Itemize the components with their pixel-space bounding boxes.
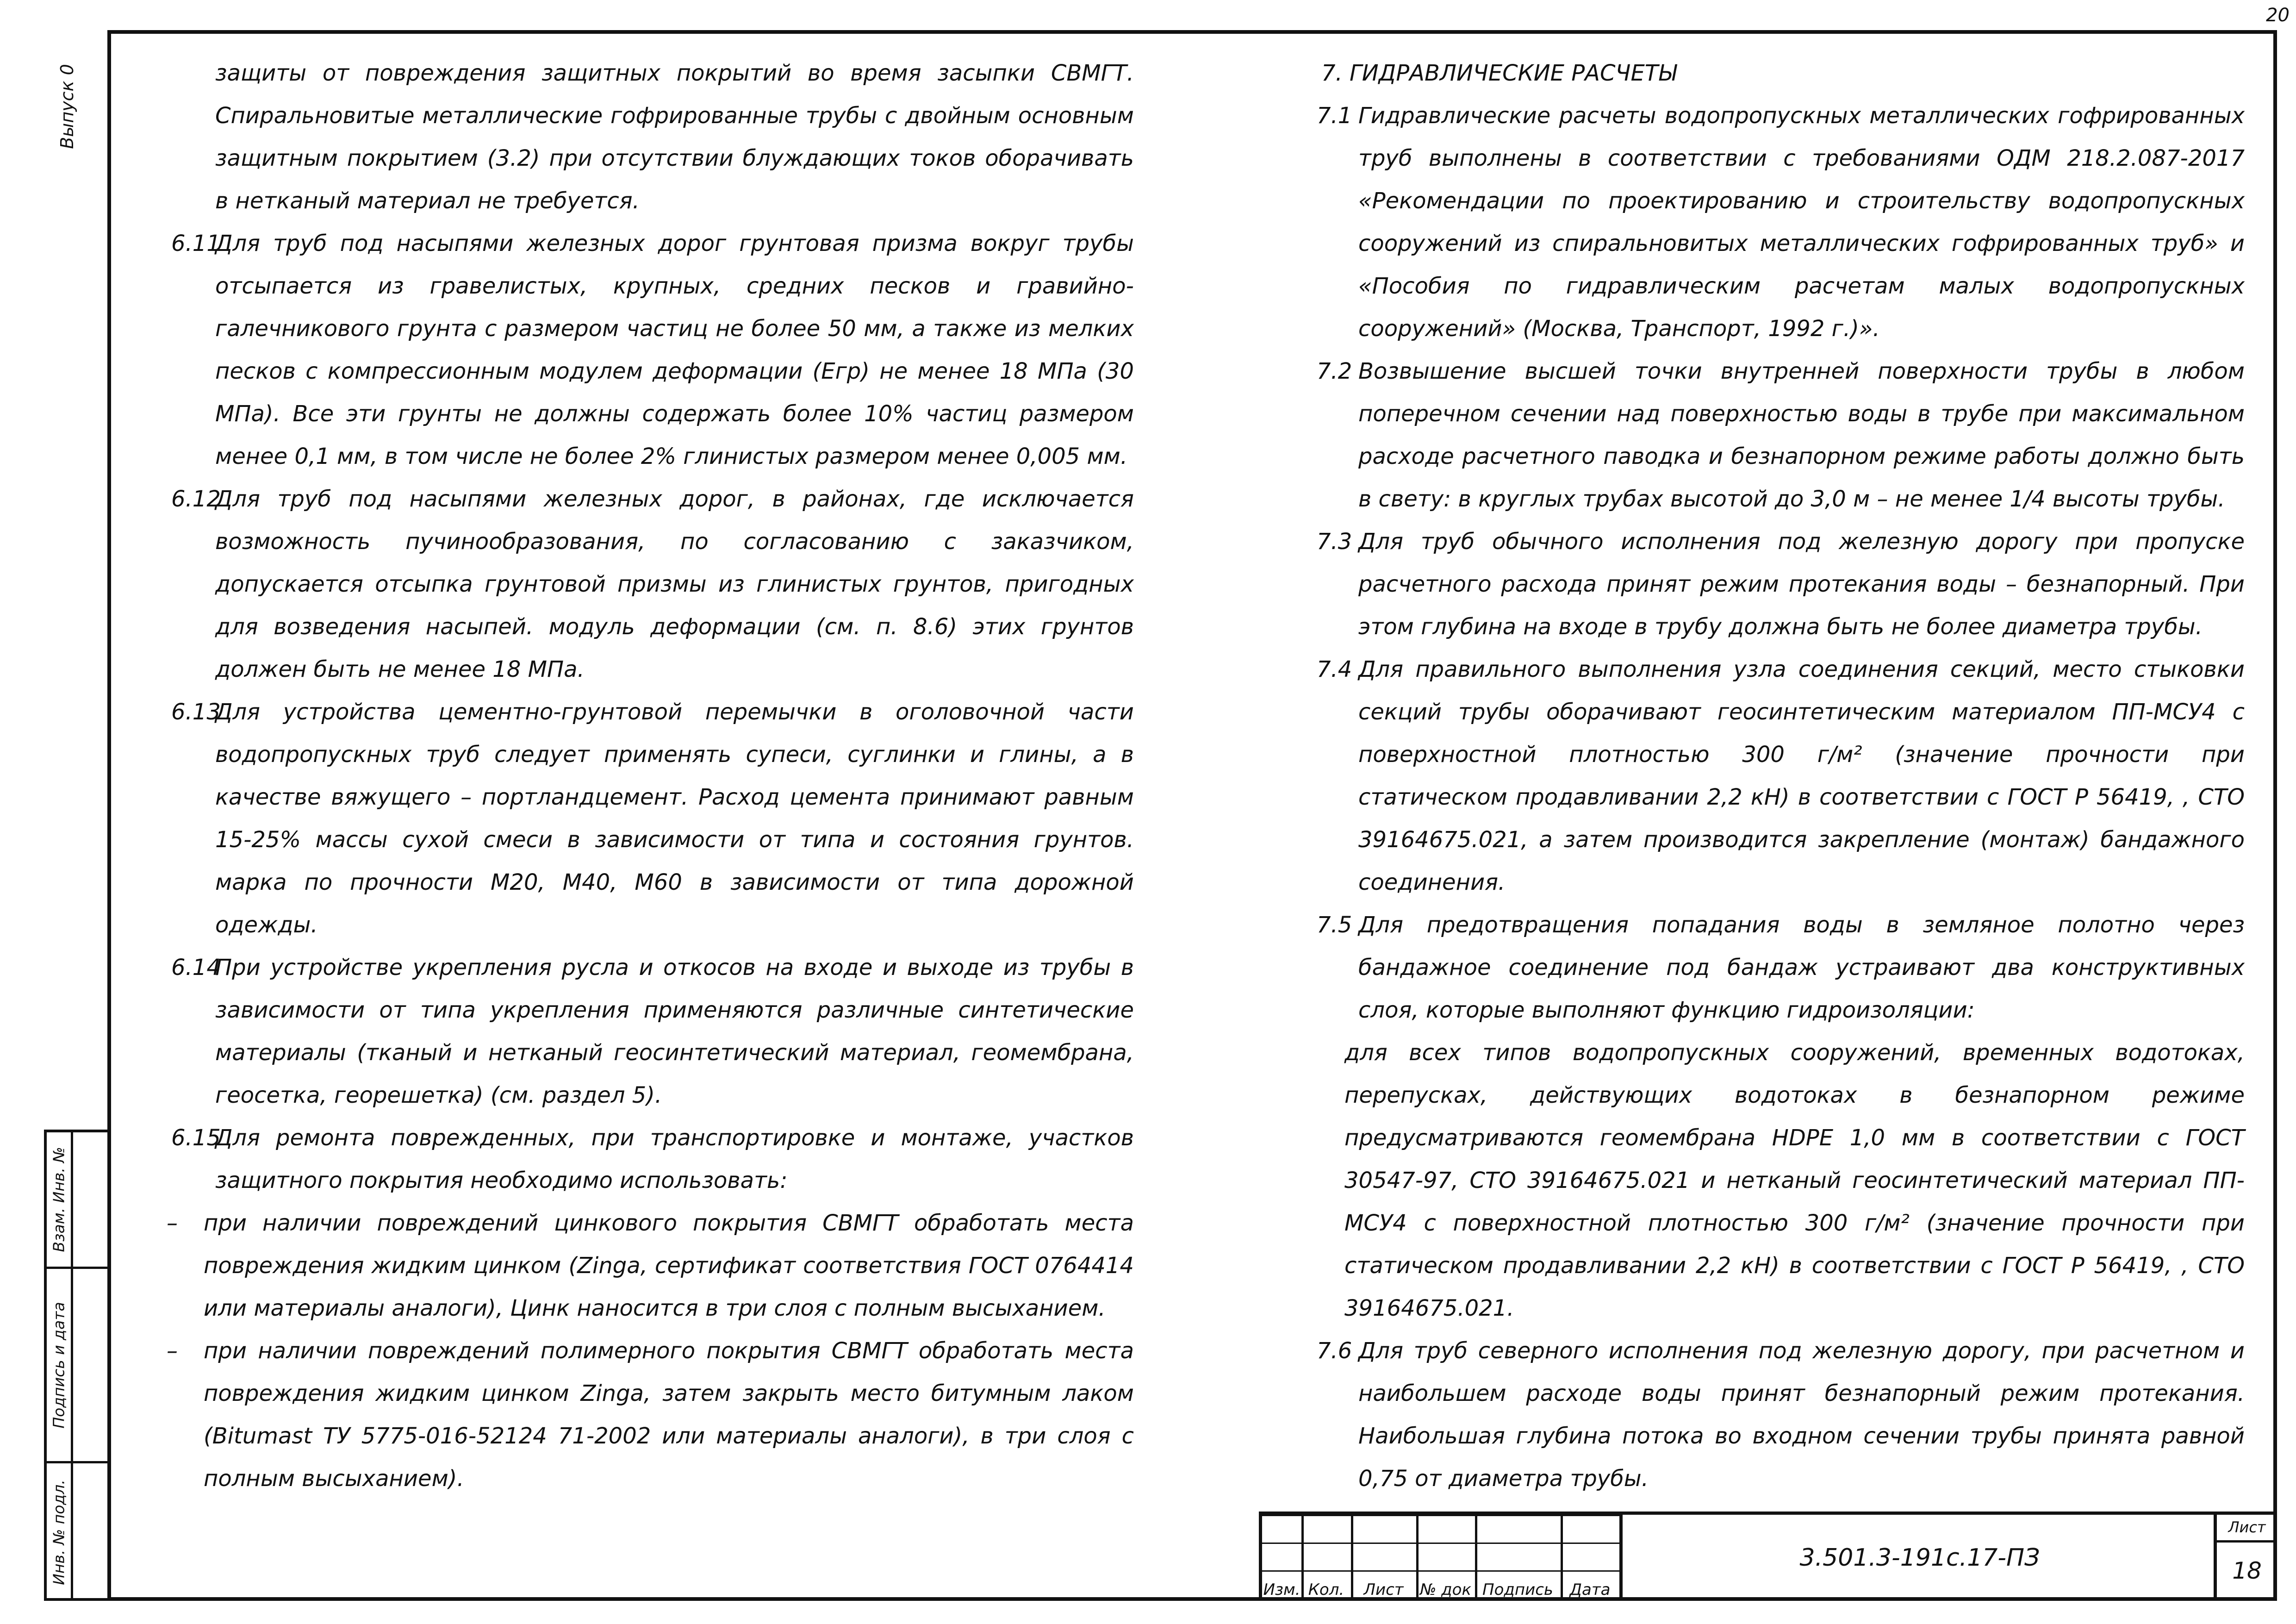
clause-number: 7.6 <box>1317 1338 1352 1364</box>
clause-number: 6.11 <box>171 231 221 256</box>
stamp-ndok: № док <box>1419 1580 1471 1599</box>
vypusk-label <box>51 46 83 167</box>
section-title: 7. ГИДРАВЛИЧЕСКИЕ РАСЧЕТЫ <box>1321 60 1677 86</box>
clause-6-13 <box>171 691 1134 946</box>
clause-text: Гидравлические расчеты водопропускных металлических гофрированных труб выполнены в соответствии с требованиями ОДМ 218.2.087-2017 «Рекомендации по проектированию и строительству водопропускных сооружений из спиральновитых металлических гофрированных труб» и «Пособия по гидравлическим расчетам малых водопропускных сооружений» (Москва, Транспорт, 1992 г.)». <box>1358 103 2245 342</box>
clause-7-2 <box>1317 350 2245 520</box>
clause-number: 6.14 <box>171 955 221 981</box>
vzam-inv-label: Взам. Инв. № <box>50 1147 68 1252</box>
clause-number: 7.4 <box>1317 656 1352 682</box>
clause-text: Для устройства цементно-грунтовой перемычки в оголовочной части водопропускных труб следует применять супеси, суглинки и глины, а в качестве вяжущего – портландцемент. Расход цемента принимают равным 15-25% массы сухой смеси в зависимости от типа и состояния грунтов. марка по прочности М20, М40, М60 в зависимости от типа дорожной одежды. <box>215 699 1134 938</box>
title-block-stamp <box>1259 1512 2277 1601</box>
clause-number: 6.15 <box>171 1125 221 1151</box>
stamp-podpis: Подпись <box>1482 1580 1553 1599</box>
inv-podl-cell <box>47 1463 107 1601</box>
podpis-data-label: Подпись и дата <box>50 1301 68 1429</box>
stamp-list: Лист <box>1363 1580 1404 1599</box>
clause-text: При устройстве укрепления русла и откосов на входе и выходе из трубы в зависимости от типа укрепления применяются различные синтетические материалы (тканый и нетканый геосинтетический материал, геомембрана, геосетка, георешетка) (см. раздел 5). <box>215 955 1134 1108</box>
clause-6-14 <box>171 946 1134 1117</box>
clause-text: Для ремонта поврежденных, при транспортировке и монтаже, участков защитного покрытия необходимо использовать: <box>215 1125 1134 1193</box>
left-approval-strip <box>44 1130 107 1601</box>
bullet-dash: – <box>167 1338 178 1364</box>
clause-number: 7.2 <box>1317 358 1352 384</box>
clause-7-4 <box>1317 648 2245 904</box>
clause-text: Для правильного выполнения узла соединения секций, место стыковки секций трубы оборачивают геосинтетическим материалом ПП-МСУ4 с поверхностной плотностью 300 г/м² (значение прочности при статическом продавливании 2,2 кН) в соответствии с ГОСТ Р 56419, , СТО 39164675.021, а затем производится закрепление (монтаж) бандажного соединения. <box>1358 656 2245 895</box>
left-text-column <box>167 52 1134 1500</box>
clause-number: 6.13 <box>171 699 221 725</box>
bullet-text: при наличии повреждений цинкового покрытия СВМГТ обработать места повреждения жидким цинком (Zinga, сертификат соответствия ГОСТ 0764414 или материалы аналоги), Цинк наносится в три слоя с полным высыханием. <box>204 1210 1134 1321</box>
right-text-column <box>1317 94 2245 1500</box>
clause-7-5 <box>1317 904 2245 1031</box>
clause-text: Для труб обычного исполнения под железную дорогу при пропуске расчетного расхода принят режим протекания воды – безнапорный. При этом глубина на входе в трубу должна быть не более диаметра трубы. <box>1358 529 2245 640</box>
paragraph-intro: защиты от повреждения защитных покрытий во время засыпки СВМГТ. Спиральновитые металлические гофрированные трубы с двойным основным защитным покрытием (3.2) при отсутствии блуждающих токов оборачивать в нетканый материал не требуется. <box>215 60 1134 214</box>
sheet-box <box>2214 1515 2277 1601</box>
clause-number: 7.3 <box>1317 529 1352 555</box>
clause-number: 7.1 <box>1317 103 1352 129</box>
clause-text: Для предотвращения попадания воды в земляное полотно через бандажное соединение под бандаж устраивают два конструктивных слоя, которые выполняют функцию гидроизоляции: <box>1358 912 2245 1023</box>
podpis-data-cell <box>47 1269 107 1463</box>
stamp-kol: Кол. <box>1308 1580 1344 1599</box>
clause-text: Для труб северного исполнения под железную дорогу, при расчетном и наибольшем расходе воды принят безнапорный режим протекания. Наибольшая глубина потока во входном сечении трубы принята равной 0,75 от диаметра трубы. <box>1358 1338 2245 1492</box>
vypusk-text: Выпуск 0 <box>57 64 77 149</box>
clause-6-11 <box>171 222 1134 478</box>
stamp-izm: Изм. <box>1263 1580 1300 1599</box>
clause-text: Для труб под насыпями железных дорог, в районах, где исключается возможность пучинообразования, по согласованию с заказчиком, допускается отсыпка грунтовой призмы из глинистых грунтов, пригодных для возведения насыпей. модуль деформации (см. п. 8.6) этих грунтов должен быть не менее 18 МПа. <box>215 486 1134 682</box>
clause-text: Возвышение высшей точки внутренней поверхности трубы в любом поперечном сечении над поверхностью воды в трубе при максимальном расходе расчетного паводка и безнапорном режиме работы должно быть в свету: в круглых трубах высотой до 3,0 м – не менее 1/4 высоты трубы. <box>1358 358 2245 512</box>
stamp-data: Дата <box>1569 1580 1611 1599</box>
bullet-zinc <box>167 1202 1134 1330</box>
paragraph-hydroisolation: для всех типов водопропускных сооружений, временных водотоках, перепусках, действующих водотоках в безнапорном режиме предусматриваются геомембрана HDPE 1,0 мм в соответствии с ГОСТ 30547-97, СТО 39164675.021 и нетканый геосинтетический материал ПП-МСУ4 с поверхностной плотностью 300 г/м² (значение прочности при статическом продавливании 2,2 кН) в соответствии с ГОСТ Р 56419, , СТО 39164675.021. <box>1344 1040 2245 1321</box>
clause-number: 7.5 <box>1317 912 1352 938</box>
page-number: 20 <box>2266 5 2290 26</box>
sheet-number: 18 <box>2232 1557 2262 1584</box>
sheet-label: Лист <box>2217 1515 2277 1543</box>
clause-7-3 <box>1317 520 2245 648</box>
clause-7-1 <box>1317 94 2245 350</box>
clause-6-15 <box>171 1117 1134 1202</box>
clause-text: Для труб под насыпями железных дорог грунтовая призма вокруг трубы отсыпается из гравелистых, крупных, средних песков и гравийно-галечникового грунта с размером частиц не более 50 мм, а также из мелких песков с компрессионным модулем деформации (Егр) не менее 18 МПа (30 МПа). Все эти грунты не должны содержать более 10% частиц размером менее 0,1 мм, в том числе не более 2% глинистых размером менее 0,005 мм. <box>215 231 1134 469</box>
clause-7-6 <box>1317 1330 2245 1500</box>
document-code: 3.501.3-191с.17-ПЗ <box>1619 1515 2217 1601</box>
vzam-inv-cell <box>47 1132 107 1269</box>
clause-number: 6.12 <box>171 486 221 512</box>
bullet-dash: – <box>167 1210 178 1236</box>
inv-podl-label: Инв. № подл. <box>50 1479 68 1585</box>
bullet-text: при наличии повреждений полимерного покрытия СВМГТ обработать места повреждения жидким цинком Zinga, затем закрыть место битумным лаком (Bitumast ТУ 5775-016-52124 71-2002 или материалы аналоги), в три слоя с полным высыханием). <box>204 1338 1134 1492</box>
clause-6-12 <box>171 478 1134 691</box>
bullet-polymer <box>167 1330 1134 1500</box>
